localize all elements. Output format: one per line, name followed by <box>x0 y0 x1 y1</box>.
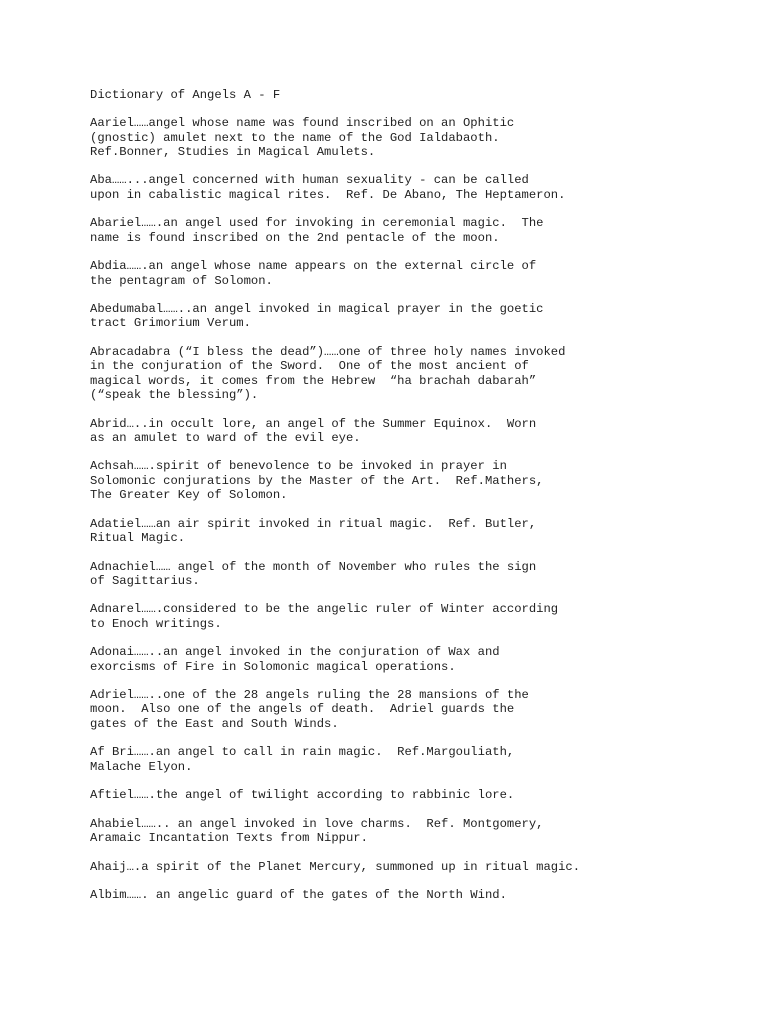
dictionary-entry <box>90 860 730 874</box>
entry-line: Adnarel…….considered to be the angelic ruler of Winter according <box>90 602 559 617</box>
dictionary-entry <box>90 259 730 288</box>
entry-line: Aramaic Incantation Texts from Nippur. <box>90 831 368 846</box>
entry-line: Abrid…..in occult lore, an angel of the Summer Equinox. Worn <box>90 416 537 431</box>
entry-line: The Greater Key of Solomon. <box>90 488 288 503</box>
entry-line: Abracadabra (“I bless the dead”)……one of three holy names invoked <box>90 345 566 360</box>
entry-line: Adriel……..one of the 28 angels ruling the 28 mansions of the <box>90 688 529 703</box>
entry-line: magical words, it comes from the Hebrew “ha brachah dabarah” <box>90 373 537 388</box>
entry-line: Solomonic conjurations by the Master of the Art. Ref.Mathers, <box>90 473 544 488</box>
entry-line: Aariel……angel whose name was found inscribed on an Ophitic <box>90 116 515 131</box>
entry-line: Af Bri…….an angel to call in rain magic. Ref.Margouliath, <box>90 745 515 760</box>
document-title: Dictionary of Angels A - F <box>90 88 281 102</box>
entry-line: Abdia…….an angel whose name appears on the external circle of <box>90 259 537 274</box>
entry-line: Adonai……..an angel invoked in the conjuration of Wax and <box>90 645 500 660</box>
entry-line: Adnachiel…… angel of the month of November who rules the sign <box>90 559 537 574</box>
entry-line: as an amulet to ward of the evil eye. <box>90 430 361 445</box>
dictionary-entry <box>90 560 730 589</box>
entry-line: Malache Elyon. <box>90 759 193 774</box>
dictionary-entry <box>90 116 730 159</box>
dictionary-entry <box>90 173 730 202</box>
entry-line: in the conjuration of the Sword. One of the most ancient of <box>90 359 529 374</box>
entry-line: gates of the East and South Winds. <box>90 716 339 731</box>
dictionary-entry <box>90 688 730 731</box>
entry-line: Albim……. an angelic guard of the gates of the North Wind. <box>90 888 507 903</box>
dictionary-entry <box>90 745 730 774</box>
dictionary-entry <box>90 302 730 331</box>
entry-line: name is found inscribed on the 2nd pentacle of the moon. <box>90 230 500 245</box>
entry-line: Achsah…….spirit of benevolence to be invoked in prayer in <box>90 459 507 474</box>
entry-line: exorcisms of Fire in Solomonic magical operations. <box>90 659 456 674</box>
dictionary-entry <box>90 459 730 502</box>
entry-line: upon in cabalistic magical rites. Ref. De Abano, The Heptameron. <box>90 187 566 202</box>
entry-line: Abariel…….an angel used for invoking in ceremonial magic. The <box>90 216 544 231</box>
dictionary-entry <box>90 888 730 902</box>
entry-line: Abedumabal……..an angel invoked in magical prayer in the goetic <box>90 302 544 317</box>
entry-line: Ahabiel…….. an angel invoked in love charms. Ref. Montgomery, <box>90 816 544 831</box>
entry-line: of Sagittarius. <box>90 573 200 588</box>
entry-line: (“speak the blessing”). <box>90 387 259 402</box>
entry-line: Ahaij….a spirit of the Planet Mercury, summoned up in ritual magic. <box>90 859 581 874</box>
dictionary-entry <box>90 345 730 402</box>
entry-line: to Enoch writings. <box>90 616 222 631</box>
dictionary-entry <box>90 417 730 446</box>
dictionary-entry <box>90 216 730 245</box>
dictionary-entry <box>90 817 730 846</box>
entry-line: moon. Also one of the angels of death. Adriel guards the <box>90 702 515 717</box>
dictionary-entry <box>90 645 730 674</box>
dictionary-entry <box>90 517 730 546</box>
dictionary-entry <box>90 788 730 802</box>
entry-line: Ritual Magic. <box>90 530 186 545</box>
dictionary-entry <box>90 602 730 631</box>
entry-line: Aftiel…….the angel of twilight according to rabbinic lore. <box>90 788 515 803</box>
entry-line: Aba……...angel concerned with human sexuality - can be called <box>90 173 529 188</box>
entry-line: tract Grimorium Verum. <box>90 316 251 331</box>
entry-line: Adatiel……an air spirit invoked in ritual magic. Ref. Butler, <box>90 516 537 531</box>
entry-line: (gnostic) amulet next to the name of the God Ialdabaoth. <box>90 130 500 145</box>
document-page <box>90 88 730 917</box>
entry-line: Ref.Bonner, Studies in Magical Amulets. <box>90 144 376 159</box>
entry-list <box>90 116 730 902</box>
entry-line: the pentagram of Solomon. <box>90 273 273 288</box>
